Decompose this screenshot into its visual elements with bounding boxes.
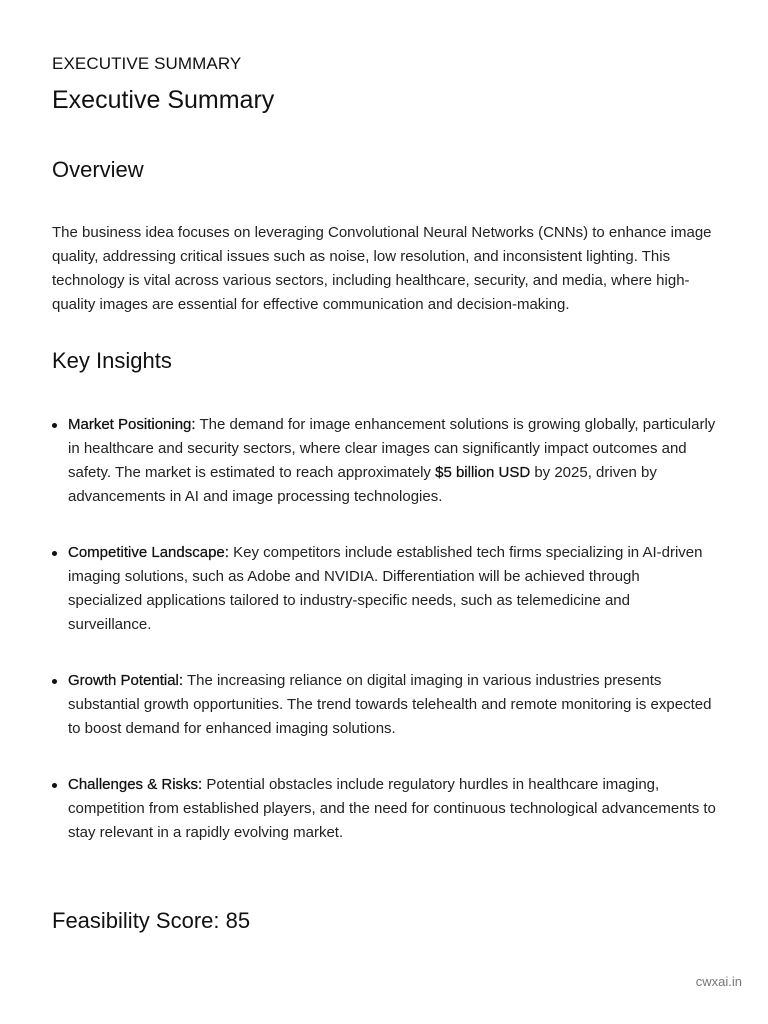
bullet-icon (52, 551, 57, 556)
insight-text: The demand for image enhancement solutions is growing globally, particularly in healthcare and security sectors, where clear images can significantly impact outcomes and safety. The market is estimated to reach approximately (68, 416, 716, 481)
bullet-icon (52, 679, 57, 684)
insight-lead: Challenges & Risks: (68, 776, 203, 793)
footer-brand: cwxai.in (695, 974, 742, 989)
insight-text: Potential obstacles include regulatory hurdles in healthcare imaging, competition from established players, and the need for continuous technological advancements to stay relevant in a rapidly evolving market. (68, 776, 716, 841)
feasibility-score-heading: Feasibility Score: 85 (52, 908, 251, 933)
insight-text: Key competitors include established tech firms specializing in AI-driven imaging solutions, such as Adobe and NVIDIA. Differentiation will be achieved through specialized applications tailored to industry-specific needs, such as telemedicine and surveillance. (68, 544, 703, 633)
list-item (52, 541, 716, 637)
page-title: Executive Summary (52, 86, 275, 114)
insight-lead: Growth Potential: (68, 672, 184, 689)
bullet-icon (52, 783, 57, 788)
overview-heading: Overview (52, 157, 144, 182)
bullet-icon (52, 423, 57, 428)
list-item (52, 669, 716, 741)
overview-paragraph: The business idea focuses on leveraging Convolutional Neural Networks (CNNs) to enhance image quality, addressing critical issues such as noise, low resolution, and inconsistent lighting. This technology is vital across various sectors, including healthcare, security, and media, where high-quality images are essential for effective communication and decision-making. (52, 224, 712, 313)
insight-lead: Market Positioning: (68, 416, 196, 433)
insight-text-after: by 2025, driven by advancements in AI and image processing technologies. (68, 464, 657, 505)
insight-text: The increasing reliance on digital imaging in various industries presents substantial growth opportunities. The trend towards telehealth and remote monitoring is expected to boost demand for enhanced imaging solutions. (68, 672, 712, 737)
list-item (52, 773, 716, 845)
section-eyebrow: EXECUTIVE SUMMARY (52, 54, 242, 73)
insight-emphasis: $5 billion USD (435, 464, 531, 481)
list-item (52, 413, 716, 509)
insight-lead: Competitive Landscape: (68, 544, 229, 561)
key-insights-list (52, 413, 716, 877)
key-insights-heading: Key Insights (52, 348, 172, 373)
